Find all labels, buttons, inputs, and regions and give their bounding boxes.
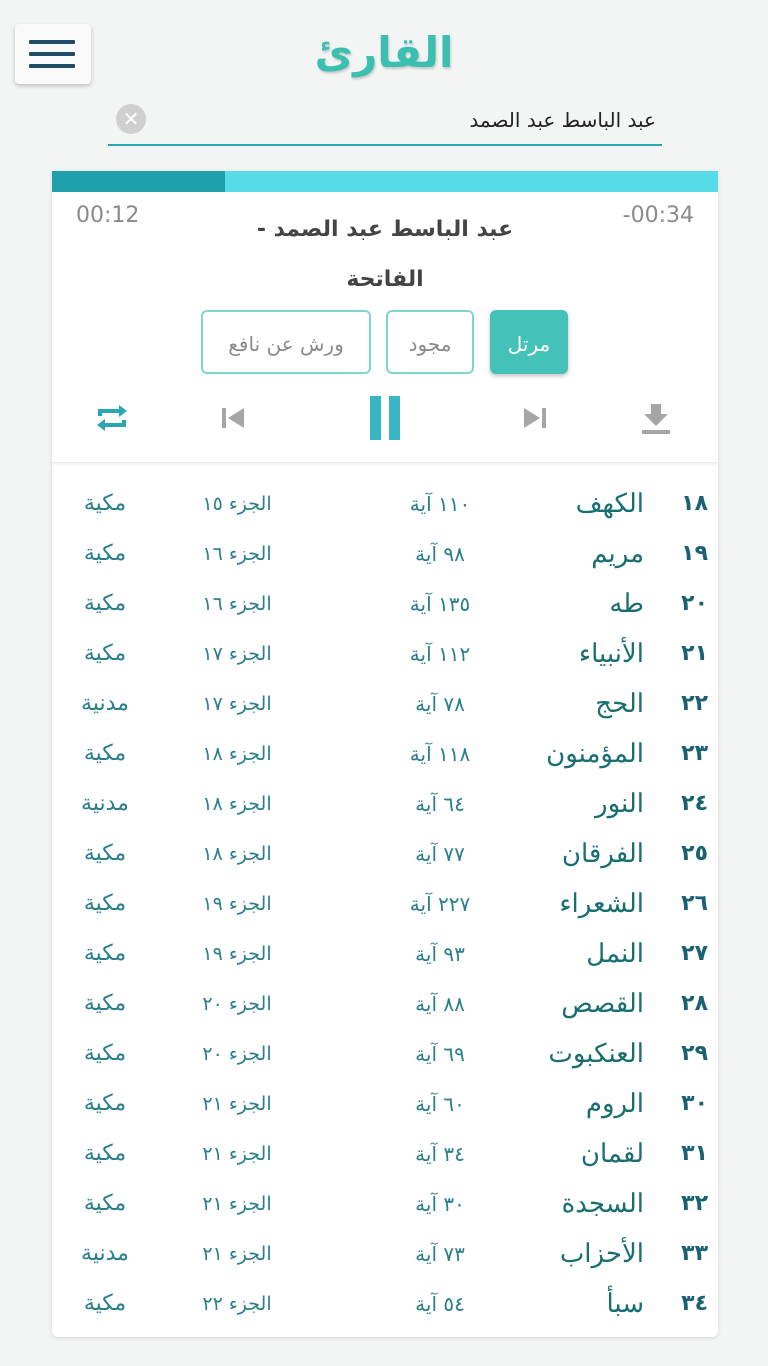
search-input[interactable]: [152, 102, 658, 138]
surah-row[interactable]: [52, 1029, 718, 1079]
surah-number: ٣٠: [681, 1091, 708, 1116]
surah-number: ٣١: [681, 1141, 708, 1166]
surah-juz: الجزء ١٨: [202, 843, 272, 865]
surah-number: ٢٩: [681, 1041, 708, 1066]
surah-juz: الجزء ١٥: [202, 493, 272, 515]
surah-juz: الجزء ٢٠: [202, 1043, 272, 1065]
app-title: القارئ: [314, 28, 454, 77]
surah-ayat-count: ٧٨ آية: [415, 692, 465, 716]
surah-name: مريم: [591, 539, 644, 569]
surah-juz: الجزء ١٦: [202, 543, 272, 565]
surah-revelation-type: مكية: [83, 641, 127, 666]
download-icon[interactable]: [638, 396, 674, 440]
surah-juz: الجزء ١٦: [202, 593, 272, 615]
surah-name: الشعراء: [559, 889, 644, 919]
surah-name: الكهف: [575, 489, 644, 519]
surah-juz: الجزء ٢٢: [202, 1293, 272, 1315]
surah-revelation-type: مكية: [83, 1291, 127, 1316]
surah-number: ٢٢: [681, 691, 708, 716]
surah-ayat-count: ١٣٥ آية: [409, 592, 471, 616]
player-controls: [52, 382, 718, 463]
surah-revelation-type: مكية: [83, 941, 127, 966]
surah-number: ٣٢: [681, 1191, 708, 1216]
progress-bar[interactable]: [52, 171, 718, 192]
surah-row[interactable]: [52, 879, 718, 929]
surah-juz: الجزء ٢٠: [202, 993, 272, 1015]
surah-row[interactable]: [52, 629, 718, 679]
surah-name: الفرقان: [561, 839, 644, 869]
surah-revelation-type: مكية: [83, 541, 127, 566]
surah-number: ٢٤: [681, 791, 708, 816]
surah-number: ٢٥: [681, 841, 708, 866]
surah-revelation-type: مكية: [83, 1191, 127, 1216]
surah-ayat-count: ١١٠ آية: [409, 492, 471, 516]
progress-fill: [52, 171, 225, 192]
recitation-style-chips: [200, 310, 570, 380]
surah-row[interactable]: [52, 1129, 718, 1179]
surah-ayat-count: ٩٣ آية: [415, 942, 465, 966]
surah-row[interactable]: [52, 929, 718, 979]
surah-juz: الجزء ١٨: [202, 793, 272, 815]
surah-name: الحج: [595, 689, 644, 719]
surah-row[interactable]: [52, 1179, 718, 1229]
reciter-search: [108, 98, 662, 146]
surah-ayat-count: ٦٩ آية: [415, 1042, 465, 1066]
surah-row[interactable]: [52, 579, 718, 629]
surah-name: الأحزاب: [559, 1239, 644, 1269]
surah-ayat-count: ١١٢ آية: [409, 642, 471, 666]
surah-name: النمل: [586, 939, 644, 969]
pause-icon[interactable]: [368, 396, 402, 440]
surah-name: الأنبياء: [578, 639, 644, 669]
clear-icon[interactable]: ✕: [116, 104, 146, 134]
surah-name: المؤمنون: [546, 739, 644, 769]
surah-juz: الجزء ٢١: [202, 1093, 272, 1115]
surah-row[interactable]: [52, 679, 718, 729]
surah-revelation-type: مكية: [83, 891, 127, 916]
surah-name: الروم: [585, 1089, 644, 1119]
surah-number: ٢٠: [681, 591, 708, 616]
now-playing: [202, 205, 568, 305]
player-card: [52, 171, 718, 1337]
surah-ayat-count: ٣٤ آية: [415, 1142, 465, 1166]
surah-row[interactable]: [52, 1079, 718, 1129]
surah-ayat-count: ٧٧ آية: [415, 842, 465, 866]
surah-name: القصص: [561, 989, 644, 1019]
surah-ayat-count: ٩٨ آية: [415, 542, 465, 566]
surah-revelation-type: مكية: [83, 841, 127, 866]
surah-revelation-type: مكية: [83, 991, 127, 1016]
surah-row[interactable]: [52, 1229, 718, 1279]
surah-ayat-count: ٣٠ آية: [415, 1192, 465, 1216]
surah-row[interactable]: [52, 729, 718, 779]
surah-number: ١٨: [681, 491, 708, 516]
surah-name: النور: [595, 789, 644, 819]
surah-revelation-type: مكية: [83, 1141, 127, 1166]
surah-number: ٢٨: [681, 991, 708, 1016]
surah-name: طه: [609, 589, 644, 619]
surah-row[interactable]: [52, 779, 718, 829]
surah-juz: الجزء ١٩: [202, 893, 272, 915]
surah-list: [52, 463, 718, 1337]
surah-juz: الجزء ٢١: [202, 1243, 272, 1265]
surah-revelation-type: مدنية: [81, 1241, 129, 1266]
surah-revelation-type: مكية: [83, 741, 127, 766]
surah-number: ٣٤: [681, 1291, 708, 1316]
surah-name: سبأ: [606, 1289, 644, 1319]
surah-revelation-type: مكية: [83, 1091, 127, 1116]
surah-number: ٣٣: [681, 1241, 708, 1266]
surah-juz: الجزء ١٧: [202, 693, 272, 715]
surah-revelation-type: مكية: [83, 1041, 127, 1066]
surah-ayat-count: ٦٠ آية: [415, 1092, 465, 1116]
surah-ayat-count: ٥٤ آية: [415, 1292, 465, 1316]
surah-ayat-count: ٦٤ آية: [415, 792, 465, 816]
now-playing-reciter: عبد الباسط عبد الصمد -: [256, 217, 514, 242]
surah-number: ٢٣: [681, 741, 708, 766]
surah-row[interactable]: [52, 529, 718, 579]
surah-name: السجدة: [561, 1189, 644, 1219]
surah-juz: الجزء ٢١: [202, 1193, 272, 1215]
surah-juz: الجزء ١٧: [202, 643, 272, 665]
surah-revelation-type: مدنية: [81, 691, 129, 716]
repeat-icon[interactable]: [92, 396, 132, 440]
style-chip-mujawwad[interactable]: مجود: [386, 310, 474, 374]
surah-ayat-count: ٨٨ آية: [415, 992, 465, 1016]
surah-row[interactable]: [52, 829, 718, 879]
elapsed-time: 00:12: [76, 203, 140, 228]
next-icon[interactable]: [520, 396, 550, 440]
surah-row[interactable]: [52, 979, 718, 1029]
surah-juz: الجزء ١٨: [202, 743, 272, 765]
surah-revelation-type: مدنية: [81, 791, 129, 816]
surah-juz: الجزء ١٩: [202, 943, 272, 965]
surah-ayat-count: ٧٣ آية: [415, 1242, 465, 1266]
surah-name: لقمان: [580, 1139, 644, 1169]
surah-row[interactable]: [52, 479, 718, 529]
surah-number: ٢٧: [681, 941, 708, 966]
surah-revelation-type: مكية: [83, 491, 127, 516]
surah-row[interactable]: [52, 1279, 718, 1329]
now-playing-surah: الفاتحة: [346, 267, 424, 292]
prev-icon[interactable]: [218, 396, 248, 440]
surah-revelation-type: مكية: [83, 591, 127, 616]
surah-name: العنكبوت: [548, 1039, 644, 1069]
style-chip-warsh[interactable]: ورش عن نافع: [201, 310, 371, 374]
surah-juz: الجزء ٢١: [202, 1143, 272, 1165]
surah-ayat-count: ٢٢٧ آية: [409, 892, 471, 916]
surah-number: ٢١: [681, 641, 708, 666]
surah-number: ٢٦: [681, 891, 708, 916]
surah-number: ١٩: [681, 541, 708, 566]
style-chip-murattal[interactable]: مرتل: [490, 310, 568, 374]
remaining-time: -00:34: [622, 203, 694, 228]
surah-ayat-count: ١١٨ آية: [409, 742, 471, 766]
